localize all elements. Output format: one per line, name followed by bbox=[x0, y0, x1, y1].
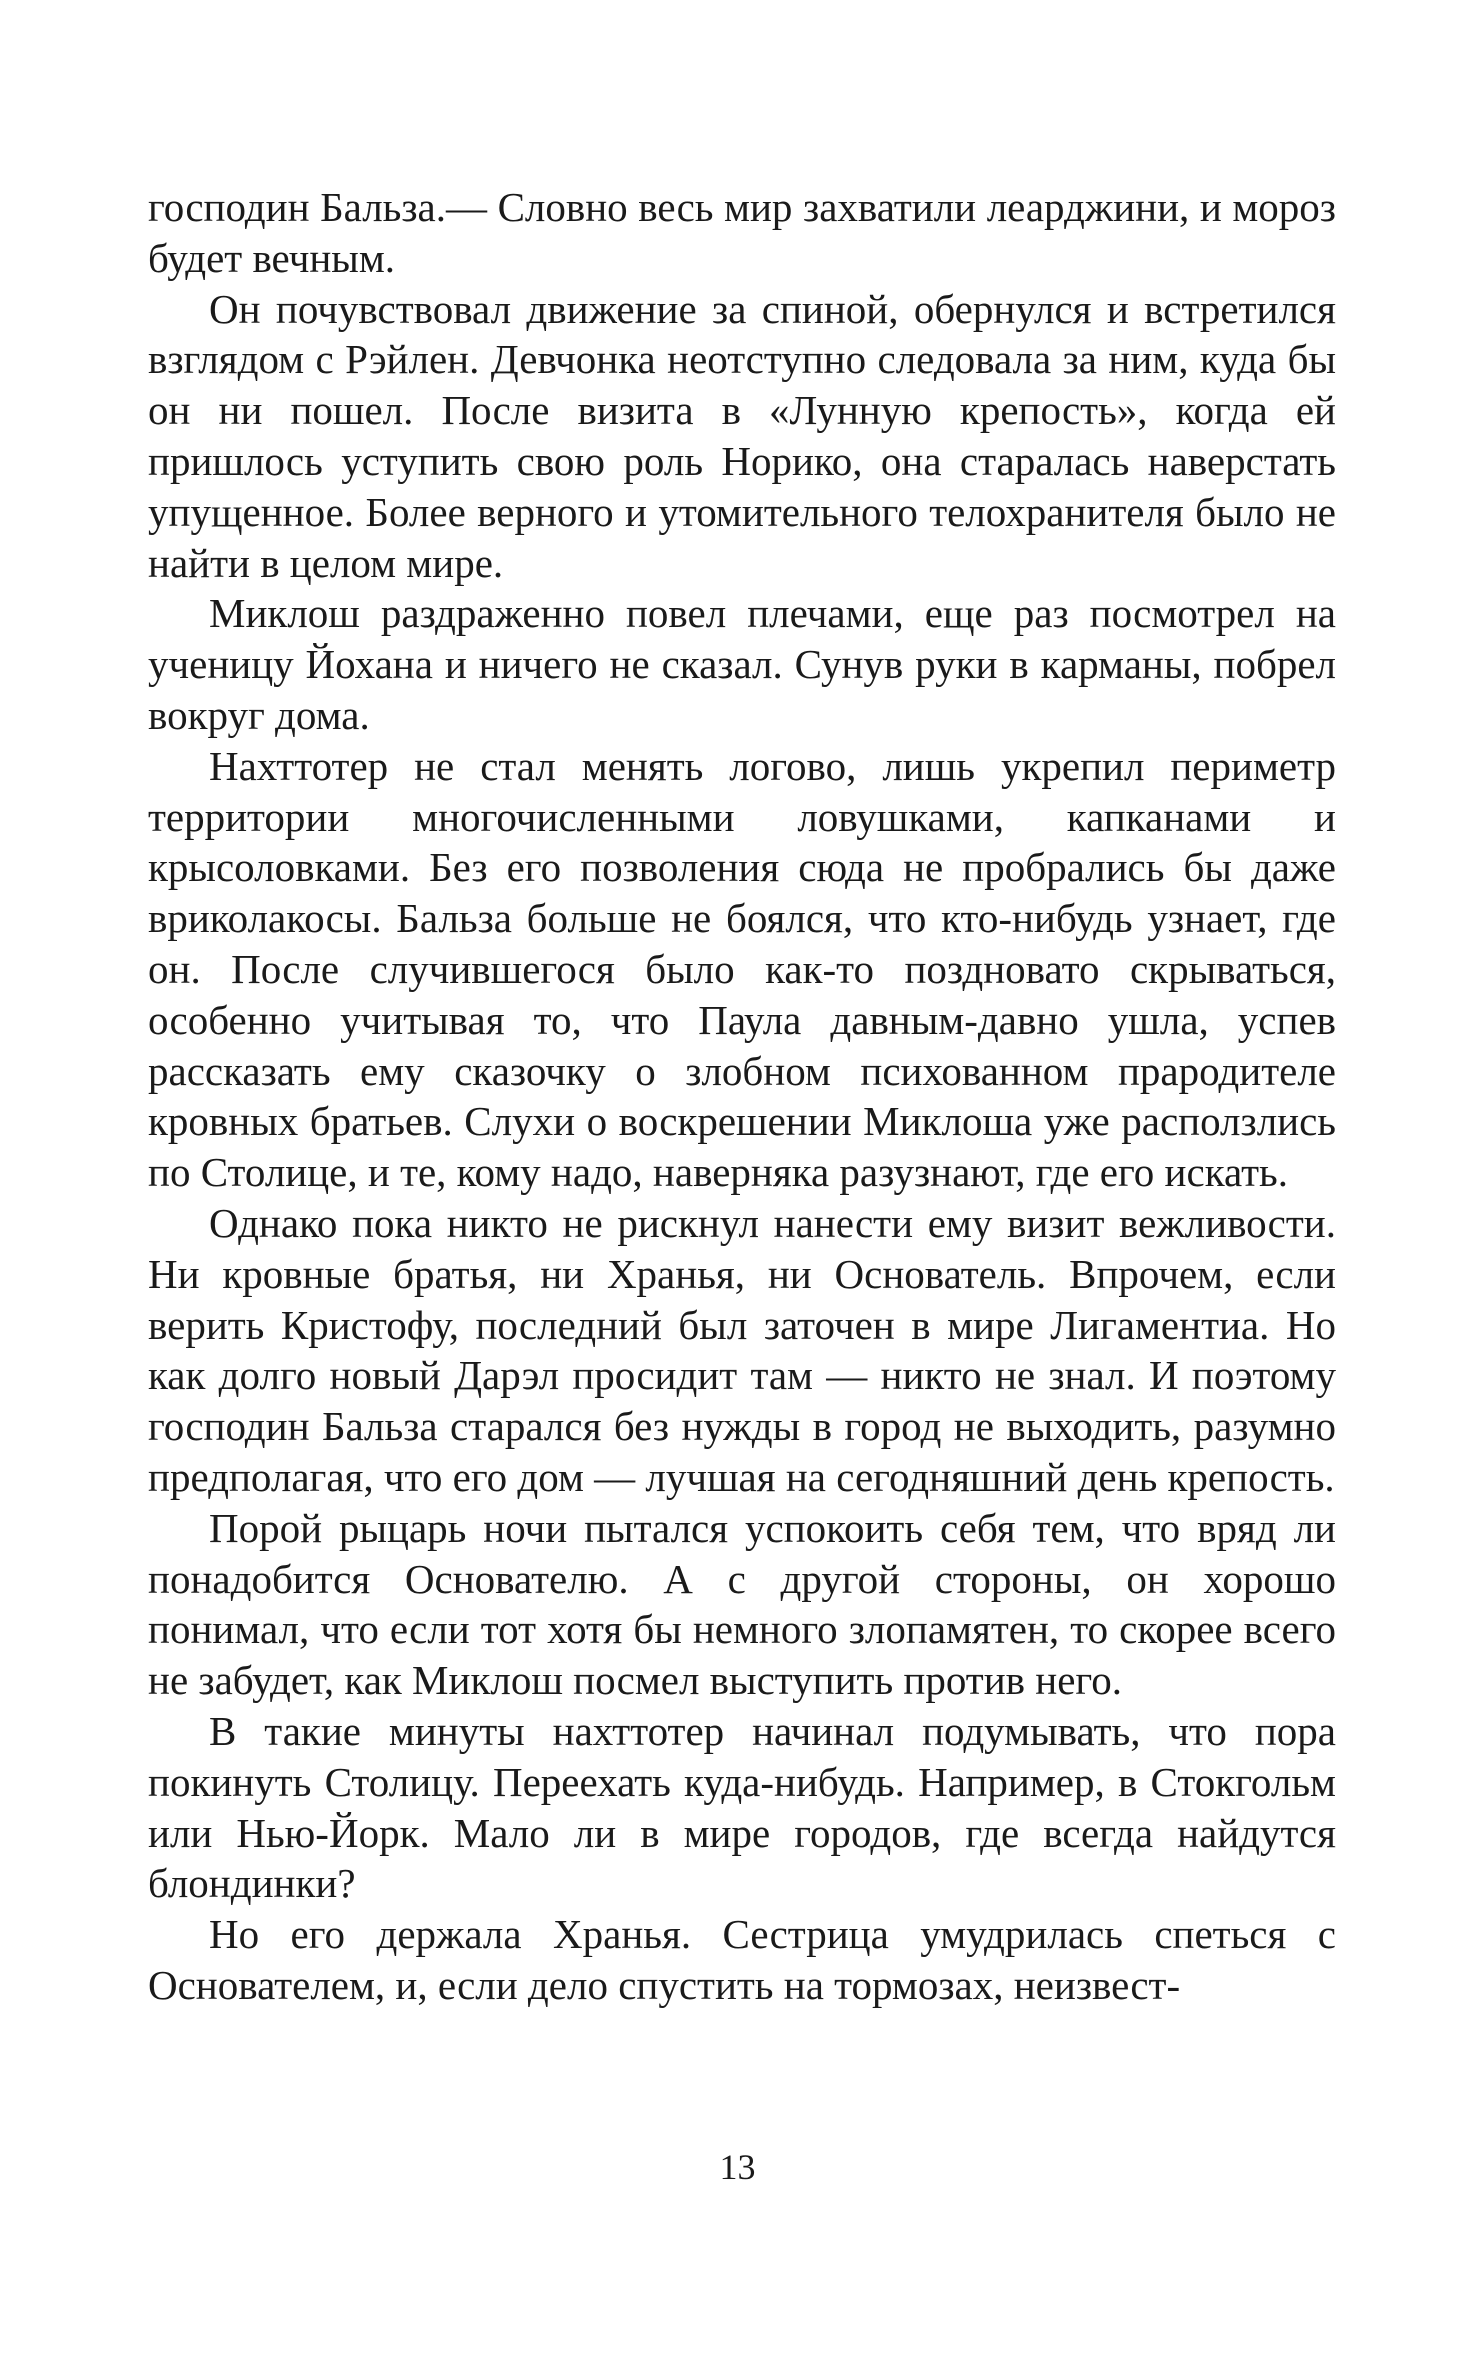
paragraph: Он почувствовал движение за спиной, обернулся и встретился взглядом с Рэйлен. Девчонка неотступно следовала за ним, куда бы он ни пошел. После визита в «Лунную крепость», когда ей пришлось уступить свою роль Норико, она старалась наверстать упущенное. Более верного и утомительного телохранителя было не найти в целом мире. bbox=[148, 285, 1336, 586]
paragraph: Нахттотер не стал менять логово, лишь укрепил периметр территории многочисленными ловушками, капканами и крысоловками. Без его позволения сюда не пробрались бы даже вриколакосы. Бальза больше не боялся, что кто-нибудь узнает, где он. После случившегося было как-то поздновато скрываться, особенно учитывая то, что Паула давным-давно ушла, успев рассказать ему сказочку о злобном психованном прародителе кровных братьев. Слухи о воскрешении Миклоша уже расползлись по Столице, и те, кому надо, наверняка разузнают, где его искать. bbox=[148, 742, 1336, 1196]
page-text bbox=[148, 182, 1336, 2011]
paragraph-continuation: господин Бальза.— Словно весь мир захватили леарджини, и мороз будет вечным. bbox=[148, 184, 1336, 281]
paragraph: Но его держала Хранья. Сестрица умудрилась спеться с Основателем, и, если дело спустить на тормозах, неизвест- bbox=[148, 1911, 1336, 2008]
paragraph: Миклош раздраженно повел плечами, еще раз посмотрел на ученицу Йохана и ничего не сказал. Сунув руки в карманы, побрел вокруг дома. bbox=[148, 590, 1336, 738]
paragraph: В такие минуты нахттотер начинал подумывать, что пора покинуть Столицу. Переехать куда-нибудь. Например, в Стокгольм или Нью-Йорк. Мало ли в мире городов, где всегда найдутся блондинки? bbox=[148, 1707, 1336, 1907]
paragraph: Порой рыцарь ночи пытался успокоить себя тем, что вряд ли понадобится Основателю. А с другой стороны, он хорошо понимал, что если тот хотя бы немного злопамятен, то скорее всего не забудет, как Миклош посмел выступить против него. bbox=[148, 1504, 1336, 1704]
paragraph: Однако пока никто не рискнул нанести ему визит вежливости. Ни кровные братья, ни Хранья, ни Основатель. Впрочем, если верить Кристофу, последний был заточен в мире Лигаментиа. Но как долго новый Дарэл просидит там — никто не знал. И поэтому господин Бальза старался без нужды в город не выходить, разумно предполагая, что его дом — лучшая на сегодняшний день крепость. bbox=[148, 1199, 1336, 1500]
page-number: 13 bbox=[719, 2147, 756, 2187]
